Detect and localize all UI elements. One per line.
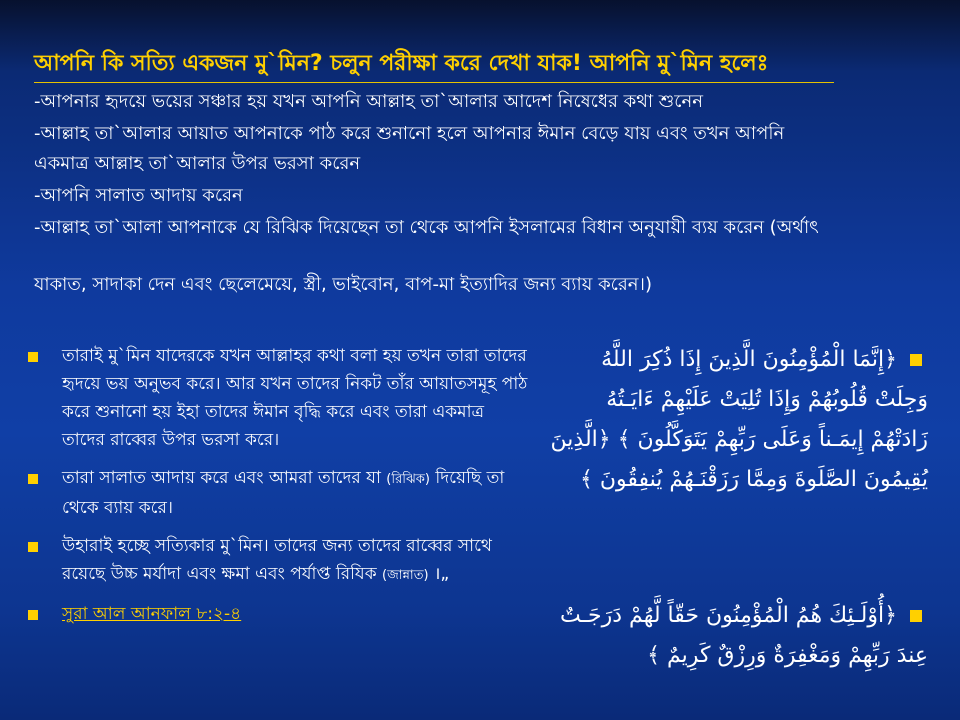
intro-line-4: -আপনি সালাত আদায় করেন [34, 185, 243, 206]
square-bullet-icon [28, 542, 38, 552]
translation-point-1: তারাই মু`মিন যাদেরকে যখন আল্লাহর কথা বলা হয় তখন তারা তাদের হৃদয়ে ভয় অনুভব করে। আর যখন তাদের নিকট তাঁর আয়াতসমূহ পাঠ করে শুনানো হয় ইহা তাদের ঈমান বৃদ্ধি করে এবং তারা একমাত্র তাদের রাব্বের উপর ভরসা করে। [62, 346, 528, 450]
arabic-verse-2: ﴿الَّذِينَ يُقِيمُونَ الصَّلَوةَ وَمِمَّا رَزَقْنَـهُمْ يُنفِقُونَ ﴾ [550, 427, 928, 492]
square-bullet-icon [28, 610, 38, 620]
translation-point-2-note: (রিঝিক) [386, 472, 430, 487]
list-item [28, 600, 528, 628]
square-bullet-icon [28, 474, 38, 484]
intro-line-2: -আল্লাহ তা`আলার আয়াত আপনাকে পাঠ করে শুনানো হলে আপনার ঈমান বেড়ে যায় এবং তখন আপনি [34, 123, 785, 144]
page-title: আপনি কি সত্যি একজন মু`মিন? চলুন পরীক্ষা করে দেখা যাক! আপনি মু`মিন হলেঃ [34, 50, 834, 83]
square-bullet-icon [28, 352, 38, 362]
arabic-verse-4-block [548, 596, 928, 676]
translation-point-3: উহারাই হচ্ছে সত্যিকার মু`মিন। তাদের জন্য তাদের রাব্বের সাথে রয়েছে উচ্চ মর্যাদা এবং ক্ষমা এবং পর্যাপ্ত রিযিক [62, 536, 492, 584]
intro-line-1: -আপনার হৃদয়ে ভয়ের সঞ্চার হয় যখন আপনি আল্লাহ তা`আলার আদেশ নিষেধের কথা শুনেন [34, 91, 704, 112]
arabic-verses-2-3 [548, 340, 928, 500]
list-item [28, 342, 528, 454]
square-bullet-icon [910, 610, 922, 622]
intro-line-5: -আল্লাহ তা`আলা আপনাকে যে রিঝিক দিয়েছেন তা থেকে আপনি ইসলামের বিধান অনুযায়ী ব্যয় করেন (অর্থাৎ [34, 217, 819, 238]
arabic-verse-3: ﴿أُوْلَـئِكَ هُمُ الْمُؤْمِنُونَ حَقّاً لَّهُمْ دَرَجَـتٌ عِندَ رَبِّهِمْ وَمَغْفِرَةٌ وَرِزْقٌ كَرِيمٌ ﴾ [560, 603, 928, 668]
translation-point-3-note: (জান্নাত) [382, 568, 429, 583]
translation-point-2: তারা সালাত আদায় করে এবং আমরা তাদের যা [62, 468, 381, 488]
surah-reference-link[interactable]: সুরা আল আনফাল ৮:২-৪ [62, 604, 242, 624]
intro-line-3: একমাত্র আল্লাহ তা`আলার উপর ভরসা করেন [34, 153, 361, 174]
translation-point-2-end: দিয়েছি তা থেকে ব্যায় করে। [62, 468, 505, 518]
translation-point-3-end: ।„ [433, 564, 450, 584]
list-item [28, 464, 528, 522]
square-bullet-icon [910, 354, 922, 366]
list-item [28, 532, 528, 590]
bengali-translation-list [28, 342, 528, 638]
arabic-verse-1: ﴿إِنَّمَا الْمُؤْمِنُونَ الَّذِينَ إِذَا ذُكِرَ اللَّهُ وَجِلَتْ قُلُوبُهُمْ وَإِذَا تُلِيَتْ عَلَيْهِمْ ءَايَـتُهُ زَادَتْهُمْ إِيمَـناً وَعَلَى رَبِّهِمْ يَتَوَكَّلُونَ ﴾ [601, 347, 928, 452]
intro-line-6: যাকাত, সাদাকা দেন এবং ছেলেমেয়ে, স্ত্রী, ভাইবোন, বাপ-মা ইত্যাদির জন্য ব্যায় করেন।) [34, 274, 652, 295]
